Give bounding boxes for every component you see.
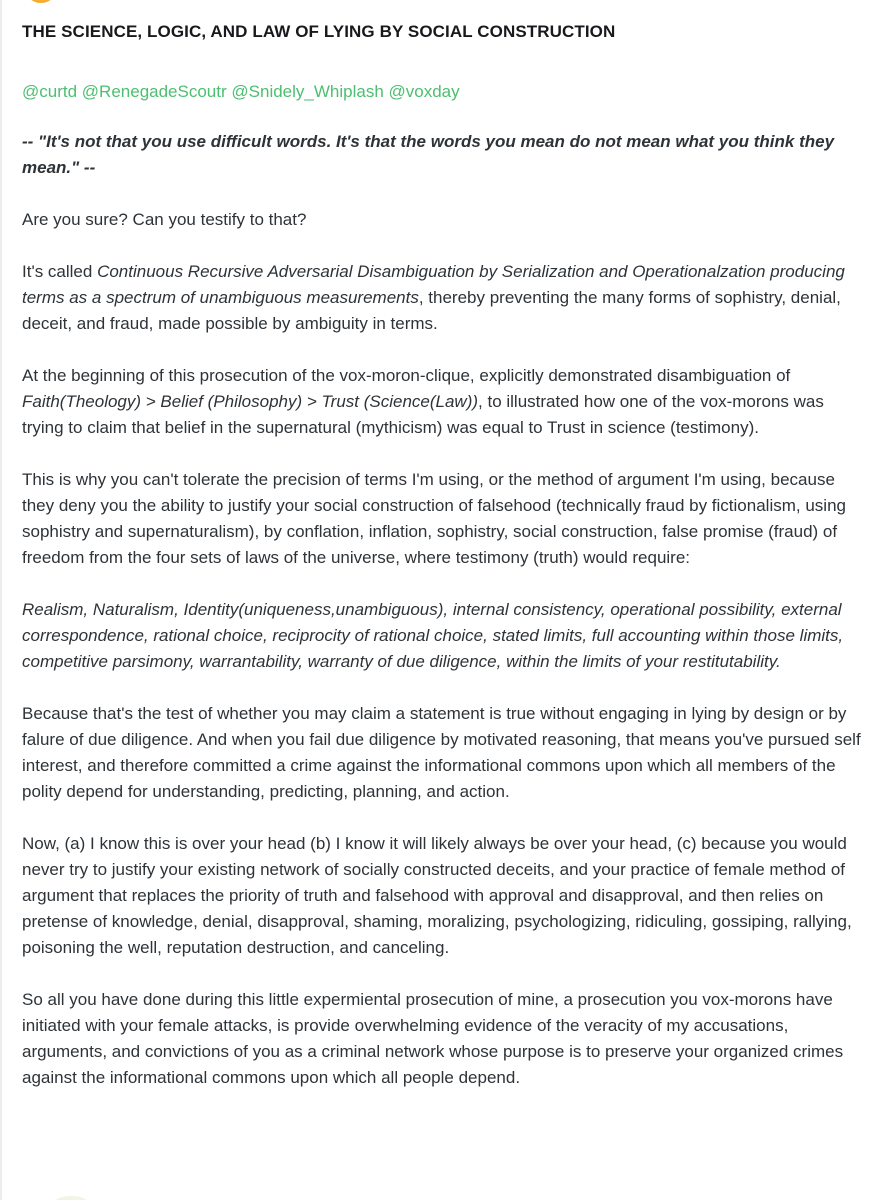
- mention-link[interactable]: @voxday: [388, 82, 460, 101]
- post-body: [2, 0, 886, 1091]
- text-segment: Are you sure? Can you testify to that?: [22, 210, 307, 229]
- post-paragraph: [22, 467, 864, 571]
- post-paragraph: [22, 597, 864, 675]
- post-paragraph: [22, 129, 864, 181]
- post-paragraph: [22, 207, 864, 233]
- text-segment: Continuous Recursive Adversarial Disambiguation by Serialization and Operationalzation producing terms as a spectrum of unambiguous measurements: [22, 262, 845, 307]
- text-segment: At the beginning of this prosecution of the vox-moron-clique, explicitly demonstrated disambiguation of: [22, 366, 791, 385]
- text-segment: Faith(Theology) > Belief (Philosophy) > Trust (Science(Law)): [22, 392, 479, 411]
- mention-link[interactable]: @Snidely_Whiplash: [231, 82, 384, 101]
- post-title: THE SCIENCE, LOGIC, AND LAW OF LYING BY SOCIAL CONSTRUCTION: [22, 22, 616, 41]
- text-segment: , to illustrated how one of the vox-morons was trying to claim that belief in the supernatural (mythicism) was equal to Trust in science (testimony).: [22, 392, 824, 437]
- mention-link[interactable]: @RenegadeScoutr: [81, 82, 227, 101]
- post-text: [22, 129, 864, 1091]
- text-segment: , thereby preventing the many forms of sophistry, denial, deceit, and fraud, made possible by ambiguity in terms.: [22, 288, 841, 333]
- mention-link[interactable]: @curtd: [22, 82, 78, 101]
- post-paragraph: [22, 363, 864, 441]
- text-segment: It's called: [22, 262, 98, 281]
- post-paragraph: [22, 701, 864, 805]
- post-paragraph: [22, 987, 864, 1091]
- post-paragraph: [22, 831, 864, 961]
- next-post-avatar-icon: [54, 1196, 88, 1200]
- text-segment: Because that's the test of whether you may claim a statement is true without engaging in lying by design or by falure of due diligence. And when you fail due diligence by motivated reasoning, that means you've pursued self interest, and therefore committed a crime against the informational commons upon which all members of the polity depend for understanding, predicting, planning, and action.: [22, 704, 861, 801]
- text-segment: So all you have done during this little expermiental prosecution of mine, a prosecution you vox-morons have initiated with your female attacks, is provide overwhelming evidence of the veracity of my accusations, arguments, and convictions of you as a criminal network whose purpose is to preserve your organized crimes against the informational commons upon which all people depend.: [22, 990, 844, 1087]
- text-segment: Realism, Naturalism, Identity(uniqueness,unambiguous), internal consistency, operational possibility, external correspondence, rational choice, reciprocity of rational choice, stated limits, full accounting within those limits, competitive parsimony, warrantability, warranty of due diligence, within the limits of your restitutability.: [22, 600, 844, 671]
- text-segment: -- "It's not that you use difficult words. It's that the words you mean do not mean what you think they mean." --: [22, 132, 835, 177]
- mentions-row: [22, 81, 864, 103]
- text-segment: Now, (a) I know this is over your head (b) I know it will likely always be over your head, (c) because you would never try to justify your existing network of socially constructed deceits, and your practice of female method of argument that replaces the priority of truth and falsehood with approval and disapproval, and then relies on pretense of knowledge, denial, disapproval, shaming, moralizing, psychologizing, ridiculing, gossiping, rallying, poisoning the well, reputation destruction, and canceling.: [22, 834, 852, 957]
- text-segment: This is why you can't tolerate the precision of terms I'm using, or the method of argument I'm using, because they deny you the ability to justify your social construction of falsehood (technically fraud by fictionalism, using sophistry and supernaturalism), by conflation, inflation, sophistry, social construction, false promise (fraud) of freedom from the four sets of laws of the universe, where testimony (truth) would require:: [22, 470, 846, 567]
- post-paragraph: [22, 259, 864, 337]
